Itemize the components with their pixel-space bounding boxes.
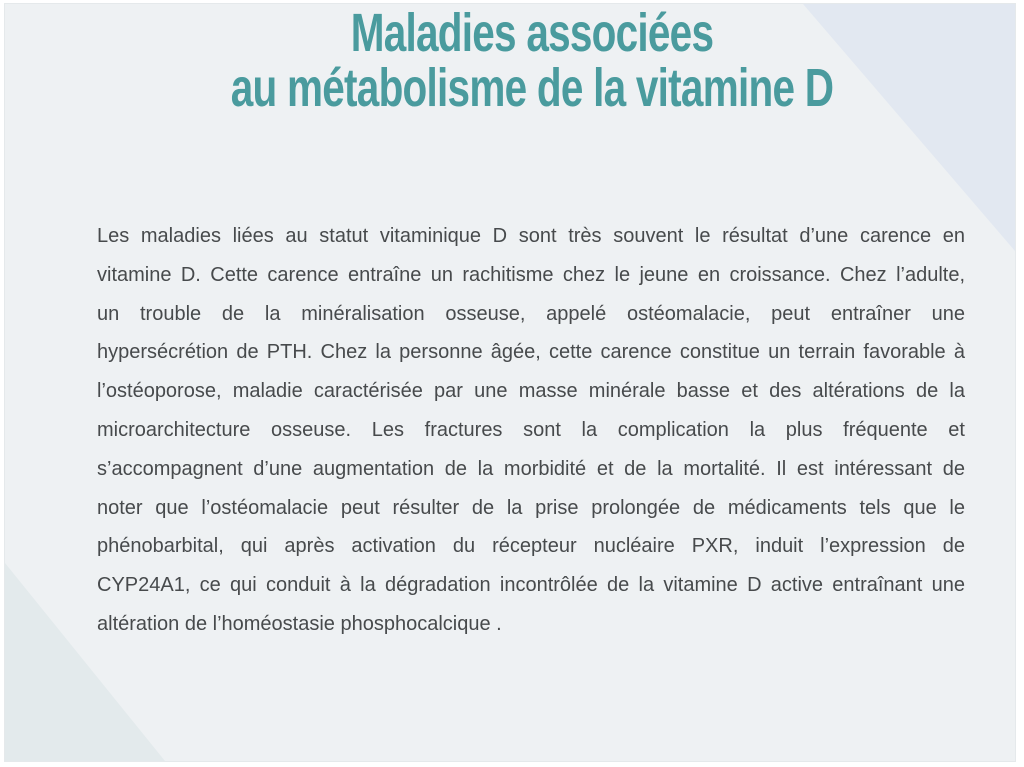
slide: [4, 3, 1016, 762]
body-line: hypersécrétion de PTH. Chez la personne âgée, cette carence constitue un terrain favorable à: [97, 341, 965, 364]
slide-title-line-2: au métabolisme de la vitamine D: [230, 58, 834, 118]
slide-title: [153, 3, 911, 118]
slide-body-paragraph: [97, 217, 965, 644]
body-line: altération de l’homéostasie phosphocalcique .: [97, 612, 502, 635]
body-line: phénobarbital, qui après activation du récepteur nucléaire PXR, induit l’expression de: [97, 535, 965, 558]
body-line: s’accompagnent d’une augmentation de la morbidité et de la mortalité. Il est intéressant de: [97, 457, 965, 480]
body-line: noter que l’ostéomalacie peut résulter de la prise prolongée de médicaments tels que le: [97, 496, 965, 519]
body-line: CYP24A1, ce qui conduit à la dégradation incontrôlée de la vitamine D active entraînant une: [97, 574, 965, 597]
body-line: vitamine D. Cette carence entraîne un rachitisme chez le jeune en croissance. Chez l’adulte,: [97, 263, 965, 286]
body-line: microarchitecture osseuse. Les fractures sont la complication la plus fréquente et: [97, 418, 965, 441]
body-line: un trouble de la minéralisation osseuse, appelé ostéomalacie, peut entraîner une: [97, 302, 965, 325]
body-line: l’ostéoporose, maladie caractérisée par une masse minérale basse et des altérations de la: [97, 380, 965, 403]
body-line: Les maladies liées au statut vitaminique D sont très souvent le résultat d’une carence en: [97, 225, 965, 247]
slide-title-line-1: Maladies associées: [350, 3, 714, 63]
